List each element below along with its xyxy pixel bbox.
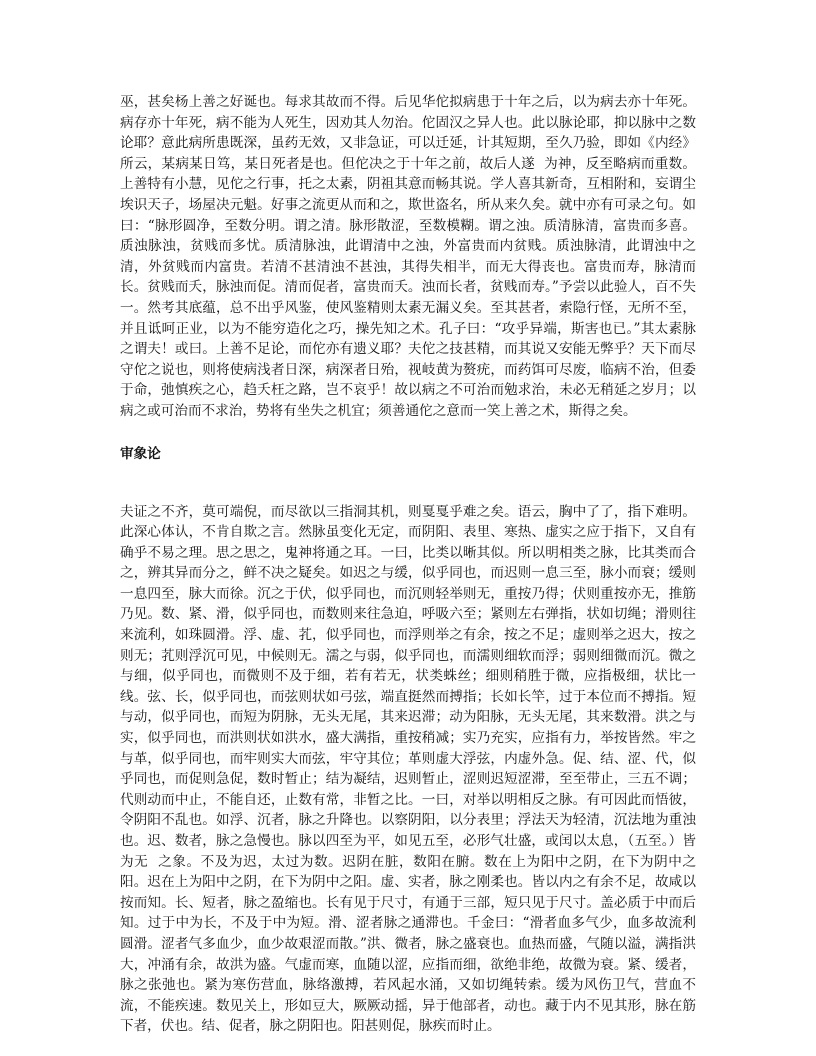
section-heading: 审象论	[120, 445, 161, 462]
section-spacer	[120, 464, 696, 502]
document-page	[120, 92, 696, 1037]
paragraph-continuation: 巫，甚矣杨上善之好诞也。每求其故而不得。后见华佗拟病患于十年之后，以为病去亦十年死。病存亦十年死，病不能为人死生，因劝其人勿治。佗固汉之异人也。此以脉论耶，抑以脉中之数论耶？意此病所患既深，虽药无效，又非急证，可以迁延，计其短期，至久乃验，即如《内经》所云，某病某日笃，某日死者是也。但佗决之于十年之前，故后人遂 为神，反至略病而重数。上善特有小慧，见佗之行事，托之太素，阴祖其意而畅其说。学人喜其新奇，互相附和，妄谓尘埃识天子，场屋决元魁。好事之流更从而和之，欺世盗名，所从来久矣。就中亦有可录之句。如曰：“脉形圆净，至数分明。谓之清。脉形散涩，至数模糊。谓之浊。质清脉清，富贵而多喜。质浊脉浊，贫贱而多忧。质清脉浊，此谓清中之浊，外富贵而内贫贱。质浊脉清，此谓浊中之清，外贫贱而内富贵。若清不甚清浊不甚浊，其得失相半，而无大得丧也。富贵而寿，脉清而长。贫贱而夭，脉浊而促。清而促者，富贵而夭。浊而长者，贫贱而寿。”予尝以此验人，百不失一。然考其底蕴，总不出乎风鉴，使风鉴精则太素无漏义矣。至其甚者，索隐行怪，无所不至，并且诋呵正业，以为不能穷造化之巧，操先知之术。孔子曰：“攻乎异端，斯害也已。”其太素脉之谓夫！或曰。上善不足论，而佗亦有遗义耶？夫佗之技甚精，而其说又安能无弊乎？天下而尽守佗之说也，则将使病浅者日深，病深者日殆，视岐黄为赘疣，而药饵可尽废，临病不治，但委于命，弛慎疾之心，趋夭枉之路，岂不哀乎！故以病之不可治而勉求治，未必无稍延之岁月；以病之或可治而不求治，势将有坐失之机宜；须善通佗之意而一笑上善之术，斯得之矣。	[120, 94, 696, 419]
paragraph-main: 夫证之不齐，莫可端倪，而尽欲以三指洞其机，则戛戛乎难之矣。语云，胸中了了，指下难明。此深心体认，不肯自欺之言。然脉虽变化无定，而阴阳、表里、寒热、虚实之应于指下，又自有确乎不易之理。思之思之，鬼神将通之耳。一曰，比类以晰其似。所以明相类之脉，比其类而合之，辨其异而分之，鲜不决之疑矣。如迟之与缓，似乎同也，而迟则一息三至，脉小而衰；缓则一息四至，脉大而徐。沉之于伏，似乎同也，而沉则轻举则无，重按乃得；伏则重按亦无，推筋乃见。数、紧、滑，似乎同也，而数则来往急迫，呼吸六至；紧则左右弹指，状如切绳；滑则往来流利，如珠圆滑。浮、虚、芤，似乎同也，而浮则举之有余，按之不足；虚则举之迟大，按之则无；芤则浮沉可见，中候则无。濡之与弱，似乎同也，而濡则细软而浮；弱则细微而沉。微之与细，似乎同也，而微则不及于细，若有若无，状类蛛丝；细则稍胜于微，应指极细，状比一线。弦、长，似乎同也，而弦则状如弓弦，端直挺然而搏指；长如长竿，过于本位而不搏指。短与动，似乎同也，而短为阴脉，无头无尾，其来迟滞；动为阳脉，无头无尾，其来数滑。洪之与实，似乎同也，而洪则状如洪水，盛大满指，重按稍减；实乃充实，应指有力，举按皆然。牢之与革，似乎同也，而牢则实大而弦，牢守其位；革则虚大浮弦，内虚外急。促、结、涩、代，似乎同也，而促则急促，数时暂止；结为凝结，迟则暂止，涩则迟短涩滞，至至带止，三五不调；代则动而中止，不能自还，止数有常，非暂之比。一曰，对举以明相反之脉。有可因此而悟彼，令阴阳不乱也。如浮、沉者，脉之升降也。以察阴阳，以分表里；浮法天为轻清，沉法地为重浊也。迟、数者，脉之急慢也。脉以四至为平，如见五至，必形气壮盛，或闰以太息，（五至。）皆为无 之象。不及为迟，太过为数。迟阴在脏，数阳在腑。数在上为阳中之阴，在下为阴中之阳。迟在上为阳中之阴，在下为阴中之阳。虚、实者，脉之刚柔也。皆以内之有余不足，故咸以按而知。长、短者，脉之盈缩也。长有见于尺寸，有通于三部，短只见于尺寸。盖必质于中而后知。过于中为长，不及于中为短。滑、涩者脉之通滞也。千金曰：“滑者血多气少，血多故流利圆滑。涩者气多血少，血少故艰涩而散。”洪、微者，脉之盛衰也。血热而盛，气随以溢，满指洪大，冲涌有余，故洪为盛。气虚而寒，血随以涩，应指而细，欲绝非绝，故微为衰。紧、缓者，脉之张弛也。紧为寒伤营血，脉络激搏，若风起水涌，又如切绳转索。缓为风伤卫气，营血不流，不能疾速。数见关上，形如豆大，厥厥动摇，异于他部者，动也。藏于内不见其形，脉在筋下者，伏也。结、促者，脉之阴阳也。阳甚则促，脉疾而时止。	[120, 503, 696, 1035]
